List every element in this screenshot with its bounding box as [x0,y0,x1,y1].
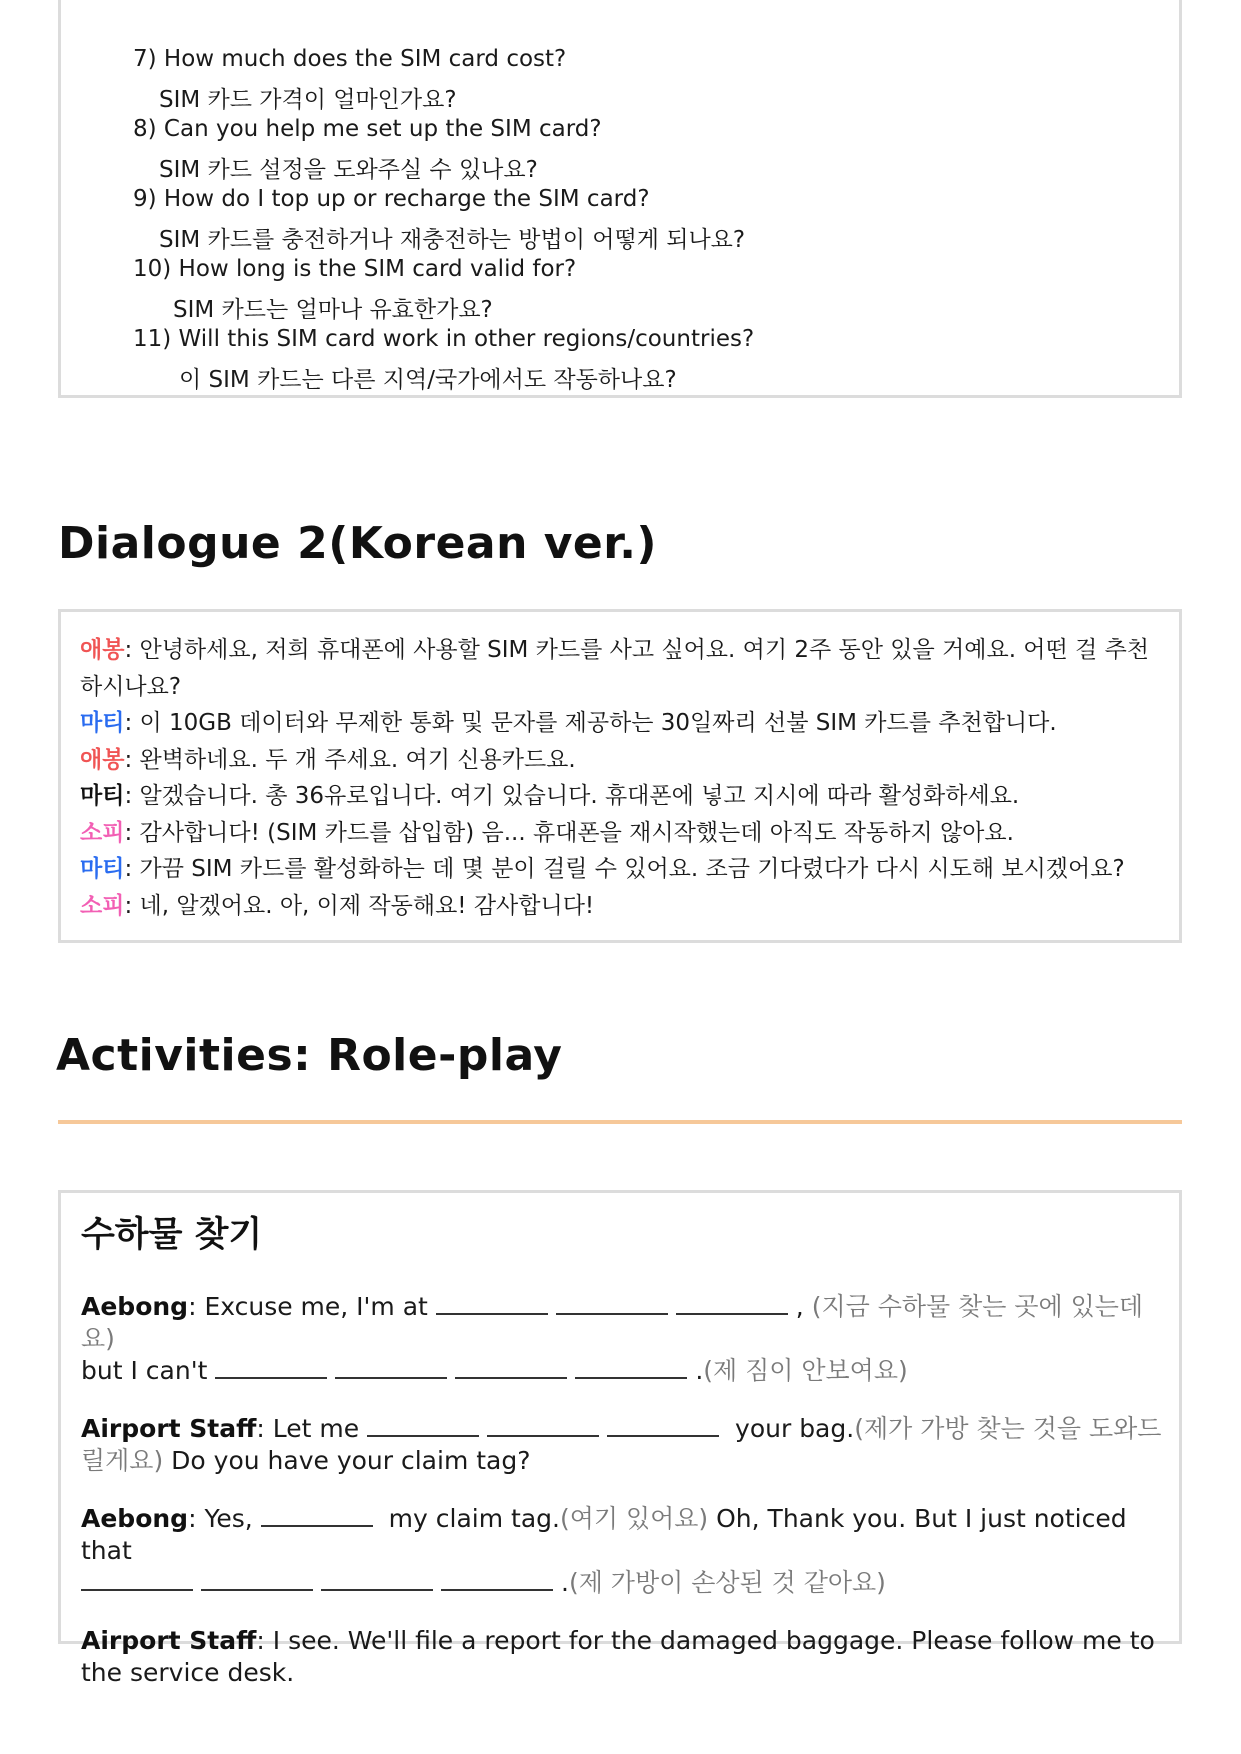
roleplay-box [58,1190,1182,1687]
korean-hint: (제 짐이 안보여요) [703,1356,908,1385]
roleplay-line [81,1503,1166,1599]
line-text: my claim tag. [388,1504,560,1533]
answer-blank[interactable] [487,1413,599,1437]
korean-hint: (여기 있어요) [559,1504,709,1533]
dialogue-line [80,778,1170,815]
dialogue-box [58,609,1182,943]
line-text: , [795,1292,804,1321]
question-ko: SIM 카드 가격이 얼마인가요? [159,87,457,113]
answer-blank[interactable] [201,1567,313,1591]
speaker-name: 소피 [80,819,125,846]
speaker-name: 애봉 [80,746,125,773]
answer-blank[interactable] [575,1355,687,1379]
answer-blank[interactable] [321,1567,433,1591]
speaker-name: 마티 [80,783,125,809]
line-text: Oh, Thank you. But I just noticed that [81,1504,1127,1565]
dialogue-text: : 이 10GB 데이터와 무제한 통화 및 문자를 제공하는 30일짜리 선불 SIM 카드를 추천합니다. [124,710,1057,736]
line-text: your bag. [735,1414,855,1443]
answer-blank[interactable] [441,1567,553,1591]
answer-blank[interactable] [81,1567,193,1591]
dialogue-line [80,888,1170,925]
dialogue-line [80,815,1170,852]
answer-blank[interactable] [367,1413,479,1437]
speaker-name: 소피 [80,892,125,919]
questions-box [58,0,1182,398]
answer-blank[interactable] [676,1291,788,1315]
activities-heading: Activities: Role-play [56,1030,563,1081]
dialogue-lines [80,632,1170,924]
roleplay-content [81,1213,1166,1715]
korean-hint: (지금 수하물 찾는 곳에 있는데요) [81,1292,1144,1353]
dialogue-text: : 네, 알겠어요. 아, 이제 작동해요! 감사합니다! [124,892,595,919]
line-text: but I can't [81,1356,208,1385]
question-ko: 이 SIM 카드는 다른 지역/국가에서도 작동하나요? [179,367,677,393]
line-text: . [561,1568,569,1597]
answer-blank[interactable] [436,1291,548,1315]
line-text: : Excuse me, I'm at [188,1292,428,1321]
speaker-name: 마티 [80,856,125,882]
question-en: 10) How long is the SIM card valid for? [133,256,577,282]
dialogue-text: : 가끔 SIM 카드를 활성화하는 데 몇 분이 걸릴 수 있어요. 조금 기다렸다가 다시 시도해 보시겠어요? [124,856,1125,882]
korean-hint: (제 가방이 손상된 것 같아요) [568,1568,886,1597]
question-ko: SIM 카드는 얼마나 유효한가요? [173,297,493,323]
speaker-name: Airport Staff [81,1626,257,1655]
roleplay-title: 수하물 찾기 [81,1215,263,1255]
speaker-name: Aebong [81,1292,189,1321]
dialogue-line [80,705,1170,742]
dialogue-line [80,851,1170,888]
speaker-name: 애봉 [80,637,125,663]
roleplay-line [81,1625,1166,1689]
question-ko: SIM 카드 설정을 도와주실 수 있나요? [159,157,538,183]
question-en: 9) How do I top up or recharge the SIM card? [133,186,650,212]
question-en: 11) Will this SIM card work in other regions/countries? [133,326,755,352]
answer-blank[interactable] [607,1413,719,1437]
section-divider [58,1120,1182,1124]
line-text: Do you have your claim tag? [163,1446,531,1475]
dialogue-line [80,742,1170,779]
question-ko: SIM 카드를 충전하거나 재충전하는 방법이 어떻게 되나요? [159,227,746,253]
dialogue-line [80,632,1170,705]
question-en: 8) Can you help me set up the SIM card? [133,116,602,142]
line-text: : Let me [256,1414,360,1443]
roleplay-line [81,1291,1166,1387]
korean-hint: (제가 가방 찾는 것을 도와드릴게요) [81,1414,1162,1475]
answer-blank[interactable] [215,1355,327,1379]
line-text: : I see. We'll file a report for the damaged baggage. Please follow me to the service desk. [81,1626,1155,1687]
question-en: 7) How much does the SIM card cost? [133,46,567,72]
dialogue-text: : 완벽하네요. 두 개 주세요. 여기 신용카드요. [124,746,576,773]
speaker-name: Aebong [81,1504,189,1533]
answer-blank[interactable] [556,1291,668,1315]
dialogue-heading: Dialogue 2(Korean ver.) [58,518,658,569]
roleplay-line [81,1413,1166,1477]
answer-blank[interactable] [261,1503,373,1527]
dialogue-text: : 감사합니다! (SIM 카드를 삽입함) 음... 휴대폰을 재시작했는데 아직도 작동하지 않아요. [124,819,1014,846]
dialogue-text: : 알겠습니다. 총 36유로입니다. 여기 있습니다. 휴대폰에 넣고 지시에 따라 활성화하세요. [124,783,1020,809]
speaker-name: Airport Staff [81,1414,257,1443]
line-text: : Yes, [188,1504,253,1533]
line-text: . [695,1356,704,1385]
answer-blank[interactable] [455,1355,567,1379]
dialogue-text: : 안녕하세요, 저희 휴대폰에 사용할 SIM 카드를 사고 싶어요. 여기 2주 동안 있을 거예요. 어떤 걸 추천하시나요? [80,637,1150,700]
speaker-name: 마티 [80,710,125,736]
answer-blank[interactable] [335,1355,447,1379]
